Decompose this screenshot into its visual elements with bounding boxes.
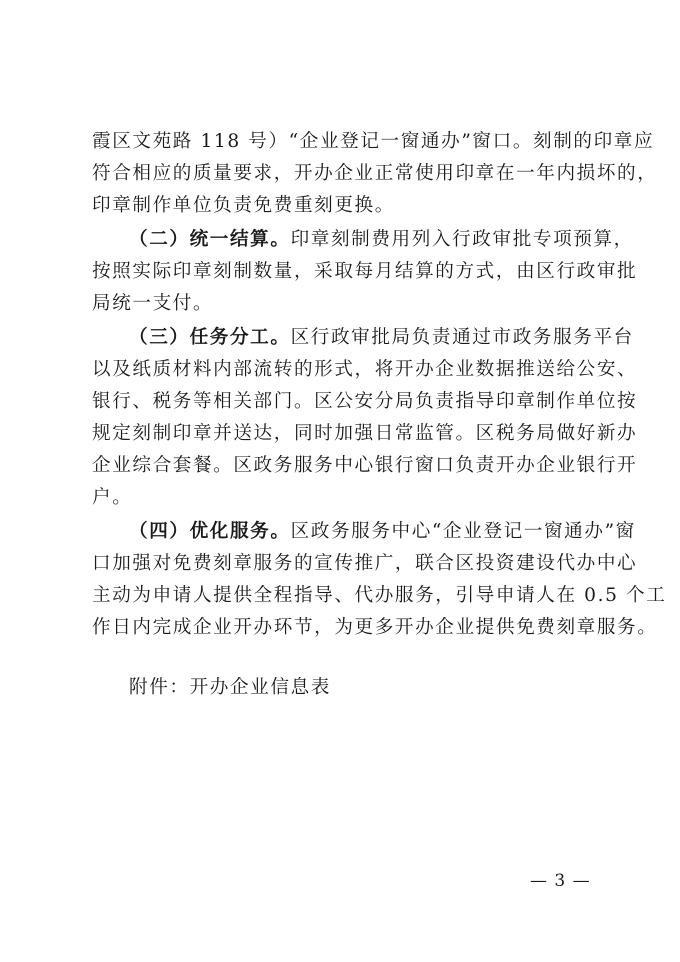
para4-line-2: 口加强对免费刻章服务的宣传推广，联合区投资建设代办中心 bbox=[92, 553, 638, 574]
para3-heading: （三）任务分工。 bbox=[129, 327, 291, 348]
para4-text-1: 区政务服务中心“企业登记一窗通办”窗 bbox=[290, 521, 636, 542]
para2-line-1 bbox=[129, 228, 634, 252]
para4-heading: （四）优化服务。 bbox=[129, 521, 291, 542]
para2-line-3: 局统一支付。 bbox=[92, 293, 214, 314]
para4-line-4: 作日内完成企业开办环节，为更多开办企业提供免费刻章服务。 bbox=[92, 617, 658, 638]
para4-line-1 bbox=[129, 520, 636, 544]
para4-line-3: 主动为申请人提供全程指导、代办服务，引导申请人在 0.5 个工 bbox=[92, 585, 667, 606]
para3-line-3: 银行、税务等相关部门。区公安分局负责指导印章制作单位按 bbox=[92, 391, 638, 412]
page-number: — 3 — bbox=[530, 871, 591, 891]
para2-heading: （二）统一结算。 bbox=[129, 229, 291, 250]
para3-line-4: 规定刻制印章并送达，同时加强日常监管。区税务局做好新办 bbox=[92, 423, 638, 444]
para3-text-1: 区行政审批局负责通过市政务服务平台 bbox=[290, 327, 634, 348]
para1-line-1: 霞区文苑路 118 号）“企业登记一窗通办”窗口。刻制的印章应 bbox=[92, 131, 655, 152]
para3-line-5: 企业综合套餐。区政务服务中心银行窗口负责开办企业银行开 bbox=[92, 455, 638, 476]
para1-line-2: 符合相应的质量要求，开办企业正常使用印章在一年内损坏的， bbox=[92, 163, 658, 184]
para2-text-1: 印章刻制费用列入行政审批专项预算， bbox=[290, 229, 634, 250]
attachment-note: 附件：开办企业信息表 bbox=[129, 677, 331, 698]
para2-line-2: 按照实际印章刻制数量，采取每月结算的方式，由区行政审批 bbox=[92, 261, 638, 282]
para1-line-3: 印章制作单位负责免费重刻更换。 bbox=[92, 195, 395, 216]
para3-line-6: 户。 bbox=[92, 487, 133, 508]
para3-line-1 bbox=[129, 326, 634, 350]
para3-line-2: 以及纸质材料内部流转的形式，将开办企业数据推送给公安、 bbox=[92, 359, 638, 380]
